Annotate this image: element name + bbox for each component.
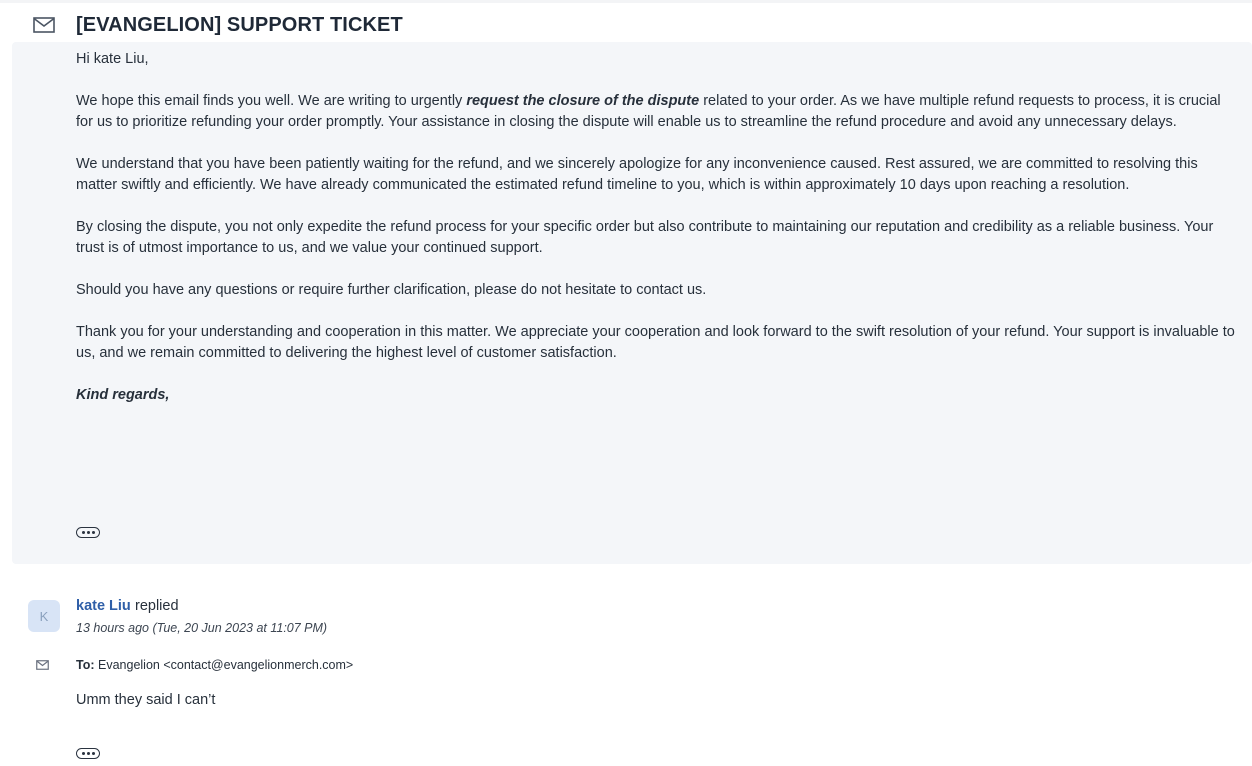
ellipsis-icon: [92, 752, 95, 755]
reply-author-link[interactable]: kate Liu: [76, 598, 131, 614]
recipient-value: Evangelion <contact@evangelionmerch.com>: [98, 658, 354, 672]
ellipsis-icon: [82, 752, 85, 755]
reply-body: Umm they said I can’t: [76, 692, 216, 708]
reply-timestamp: 13 hours ago (Tue, 20 Jun 2023 at 11:07 PM): [76, 621, 328, 635]
p1-text-end: related to your order. As we have multiple refund requests to process, it is crucial for us to prioritize refunding your order promptly. Your assistance in closing the dispute will enable us to streamline the refund procedure and avoid any unnecessary delays.: [76, 93, 1221, 130]
ticket-header: [0, 6, 1252, 42]
show-more-button[interactable]: [76, 527, 100, 538]
ellipsis-icon: [87, 531, 90, 534]
p1-emphasis: request the closure of the dispute: [466, 93, 700, 109]
message-paragraph-4: Should you have any questions or require further clarification, please do not hesitate to contact us.: [76, 282, 707, 298]
message-signoff: [76, 385, 1236, 406]
top-divider: [0, 0, 1252, 3]
ellipsis-icon: [87, 752, 90, 755]
signoff-text: Kind regards,: [76, 387, 170, 403]
ticket-title: [EVANGELION] SUPPORT TICKET: [76, 14, 403, 36]
reply-action: replied: [135, 598, 179, 614]
message-paragraph-2: We understand that you have been patiently waiting for the refund, and we sincerely apologize for any inconvenience caused. Rest assured, we are committed to resolving this matter swiftly and efficiently. We have already communicated the estimated refund timeline to you, which is within approximately 10 days upon reaching a resolution.: [76, 156, 1198, 193]
recipient-label: To:: [76, 658, 95, 672]
message-greeting: Hi kate Liu,: [76, 51, 149, 67]
message-paragraph-1: [76, 91, 1236, 133]
avatar: K: [28, 600, 60, 632]
message-body: [76, 49, 1236, 427]
p1-text-start: We hope this email finds you well. We are writing to urgently: [76, 93, 467, 109]
show-more-button[interactable]: [76, 748, 100, 759]
recipient-line: [76, 658, 353, 672]
mail-icon: [36, 660, 49, 670]
ellipsis-icon: [82, 531, 85, 534]
message-panel: [12, 42, 1252, 564]
mail-icon: [33, 17, 55, 33]
message-paragraph-5: Thank you for your understanding and cooperation in this matter. We appreciate your cooperation and look forward to the swift resolution of your refund. Your support is invaluable to us, and we remain committed to delivering the highest level of customer satisfaction.: [76, 324, 1235, 361]
ellipsis-icon: [92, 531, 95, 534]
message-paragraph-3: By closing the dispute, you not only expedite the refund process for your specific order but also contribute to maintaining our reputation and credibility as a reliable business. Your trust is of utmost importance to us, and we value your continued support.: [76, 219, 1214, 256]
